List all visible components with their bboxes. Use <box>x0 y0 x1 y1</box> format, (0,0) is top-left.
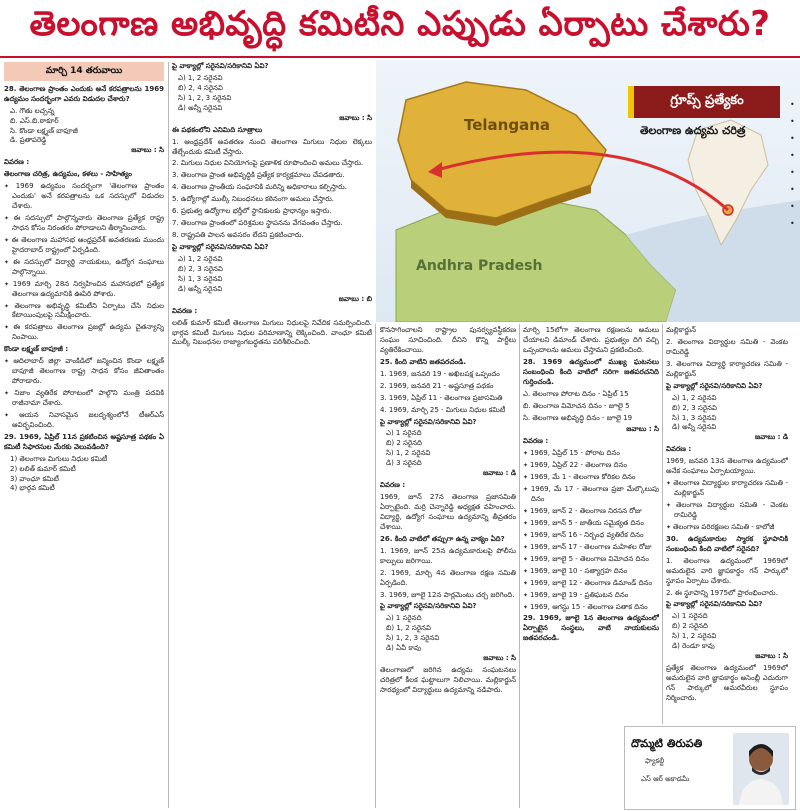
answer: జవాబు : సి <box>483 654 516 663</box>
item: బి. తెలంగాణ విమోచన దినం - జూలై 5 <box>523 401 630 410</box>
section-label: మార్చి 14 తరువాయి <box>4 62 164 81</box>
bullet: ✦ తెలంగాణ పరిరక్షణల సమితి - కాలోజీ <box>666 523 788 533</box>
question-28: 28. తెలంగాణ ప్రాంతం ఎందుకు అనే కరపత్రాలను 1969 ఉద్యమం సందర్భంగా ఎవరు విడుదల చేశారు? <box>4 84 164 103</box>
item: 3. 1969, ఏప్రిల్ 11 - తెలంగాణ ప్రజాసమితి <box>380 393 503 402</box>
timeline-item: ✦ 1969, మే 17 - తెలంగాణ ప్రజా మేల్కొలుపు దినం <box>523 485 659 505</box>
q28-option-a: ఎ. గౌతు లచ్చన్న <box>10 106 55 115</box>
option: ఎ) 1, 2 సరైనవి <box>178 254 223 263</box>
explanation: లలిత్ కుమార్ కమిటీ తెలంగాణ మిగులు నిధులపై నివేదిక సమర్పించింది. భార్గవ కమిటీ మిగులు నిధుల పరిమాణాన్ని లెక్కించింది. వాంఛూ కమిటీ ముల్కీ నిబంధనల రాజ్యాంగబద్ధతను పరిశీలించింది. <box>172 318 372 347</box>
question-25: 25. కింది వాటిని జతపరచండి. <box>380 357 466 366</box>
subheading-eight-points: ఈ పథకంలోని ఎనిమిది సూత్రాలు <box>172 125 263 134</box>
option: ఎ) 1, 2 సరైనవి <box>178 73 223 82</box>
question-head: పై వాక్యాల్లో సరైనవి/సరికానివి ఏవి? <box>666 600 763 609</box>
question-head: పై వాక్యాల్లో సరైనవి/సరికానివి ఏవి? <box>172 62 269 70</box>
column-3 <box>380 326 516 808</box>
q29-option: 1) తెలంగాణ మిగులు నిధుల కమిటీ <box>10 454 108 463</box>
column-divider <box>375 324 376 808</box>
answer: జవాబు : బి <box>338 294 372 303</box>
explanation-heading: వివరణ : <box>380 481 406 490</box>
question-head: పై వాక్యాల్లో సరైనవి/సరికానివి ఏవి? <box>380 417 477 426</box>
option: డి) 3 సరైనది <box>386 459 422 468</box>
question-28b: 28. 1969 ఉద్యమంలో ముఖ్య ఘటనలు సంబంధించి కింది వాటిలో సరిగా జతపరచనిది గుర్తించండి. <box>523 357 659 386</box>
text: మల్లికార్జున్ <box>666 326 697 334</box>
item: 1. 1969, జనవరి 19 - అఖిలపక్ష ఒప్పందం <box>380 369 500 378</box>
bullet: ✦ 1969 మార్చి 28న నిర్వహించిన మహాసభలో ప్రత్యేక తెలంగాణ ఉద్యమానికి ఊపిరి పోశారు. <box>4 280 164 300</box>
q28-option-d: డి. ప్రతాపరెడ్డి <box>10 136 47 145</box>
question-head: పై వాక్యాల్లో సరైనవి/సరికానివి ఏవి? <box>380 602 477 611</box>
timeline-item: ✦ 1969, జూలై 10 - సత్యాగ్రహ దినం <box>523 567 659 577</box>
column-5 <box>666 326 788 724</box>
option: బి) 2 సరైనది <box>672 622 708 631</box>
explanation: తెలంగాణలో జరిగిన ఉద్యమ సంఘటనలు చరిత్రలో కీలక ఘట్టాలుగా నిలిచాయి. మల్లికార్జున్ సారథ్యంలో విద్యార్థులు ఉద్యమాన్ని నడిపారు. <box>380 666 516 694</box>
answer: జవాబు : డి <box>755 433 788 442</box>
item: 1. తెలంగాణ ఉద్యమంలో 1969లో అమరులైన వారి జ్ఞాపకార్థం గన్ పార్కులో స్థూపం ఏర్పాటు చేశారు. <box>666 556 788 585</box>
bullet: ✦ 1969 ఉద్యమం సందర్భంగా 'తెలంగాణ ప్రాంతం ఎందుకు' అనే కరపత్రాలను ఒక సదస్సులో విడుదల చేశారు. <box>4 182 164 212</box>
item: 2. 1969, మార్చి 4న తెలంగాణ రక్షణ సమితి ఏర్పడింది. <box>380 568 516 587</box>
option: బి) 1, 2 సరైనవి <box>386 624 431 633</box>
item: 1. 1969, జూన్ 25న ఉద్యమకారులపై పోలీసు కాల్పులు జరిగాయి. <box>380 546 516 565</box>
timeline-item: ✦ 1969, జూలై 12 - తెలంగాణ డిమాండ్ దినం <box>523 579 659 589</box>
author-photo <box>733 733 789 805</box>
explanation-heading: వివరణ : <box>4 158 30 167</box>
option: సి) 1, 2 సరైనవి <box>386 449 431 458</box>
option: డి) ఏవీ కావు <box>386 644 422 653</box>
bullet: ✦ ఈ తెలంగాణ మహాసభ ఆంధ్రప్రదేశ్ అవతరణకు ముందు హైదరాబాద్ రాష్ట్రంలో ఏర్పడింది. <box>4 236 164 256</box>
item: 2. తెలంగాణ విద్యార్థుల సమితి - వెంకట రామిరెడ్డి <box>666 337 788 356</box>
author-title: ఎస్ ఆర్ అకాడమీ <box>641 775 690 783</box>
option: డి) అన్నీ సరైనవి <box>178 103 223 112</box>
explanation: 1969, జూన్ 27న తెలంగాణ ప్రజాసమితి ఏర్పాటైంది. మర్రి చెన్నారెడ్డి అధ్యక్షత వహించారు. విద్యార్థి, ఉద్యోగ సంఘాలు ఉద్యమాన్ని తీవ్రతరం చేశాయి. <box>380 493 516 531</box>
point: 4. తెలంగాణ ప్రాంతీయ సంఘానికి మరిన్ని అధికారాలు కల్పిస్తారు. <box>172 183 347 192</box>
bullet: ✦ ఈ సదస్సులో విద్యార్థి నాయకులు, ఉద్యోగ సంఘాలు పాల్గొన్నాయి. <box>4 258 164 278</box>
bullet: ✦ నిజాం వ్యతిరేక పోరాటంలో పాల్గొని మంత్రి పదవికి రాజీనామా చేశారు. <box>4 389 164 409</box>
option: ఎ) 1 సరైనది <box>386 614 422 623</box>
q28-option-b: బి. ఎస్.బి.ఠాకూర్ <box>10 116 59 125</box>
bullet: ✦ తెలంగాణ విద్యార్థుల సమితి - వెంకట రామిరెడ్డి <box>666 501 788 521</box>
timeline-item: ✦ 1969, జూన్ 5 - జాతీయ సమైక్యత దినం <box>523 519 659 529</box>
answer: జవాబు : సి <box>626 425 659 434</box>
bullet: ✦ తెలంగాణ అభివృద్ధి కమిటీని ఏర్పాటు చేసి నిధుల కేటాయింపులపై సమీక్షించారు. <box>4 302 164 322</box>
option: డి) అన్నీ సరైనవి <box>672 423 717 432</box>
option: సి) 1, 2 సరైనవి <box>672 632 717 641</box>
point: 7. తెలంగాణ ప్రాంతంలో పరిశ్రమల స్థాపనను వేగవంతం చేస్తారు. <box>172 219 343 228</box>
column-divider <box>168 62 169 808</box>
answer: జవాబు : సి <box>755 652 788 661</box>
author-box <box>624 726 796 810</box>
question-26: 26. కింది వాటిలో తప్పుగా ఉన్న వాక్యం ఏది? <box>380 534 505 543</box>
telangana-label: Telangana <box>464 116 551 134</box>
option: ఎ) 1, 2 సరైనవి <box>672 393 717 402</box>
author-role: ఫ్యాకల్టీ <box>645 757 665 765</box>
column-2 <box>172 62 372 808</box>
item: 3. తెలంగాణ విద్యార్థి కార్యాచరణ సమితి - మల్లికార్జున్ <box>666 359 788 378</box>
explanation-heading: వివరణ : <box>523 437 549 446</box>
author-name: దొమ్మటి తిరుపతి <box>631 737 703 750</box>
q29-option: 4) భార్గవ కమిటీ <box>10 484 55 493</box>
timeline-item: ✦ 1969, ఏప్రిల్ 15 - పోరాట దినం <box>523 449 659 459</box>
q28-answer: జవాబు : సి <box>131 146 164 155</box>
option: సి) 1, 3 సరైనవి <box>672 413 717 422</box>
subheading-kondal: కొండా లక్ష్మణ్ బాపూజీ : <box>4 345 69 354</box>
section-badge: గ్రూప్స్ ప్రత్యేకం <box>628 86 780 118</box>
question-head: పై వాక్యాల్లో సరైనవి/సరికానివి ఏవి? <box>172 243 269 251</box>
bullet: ✦ తెలంగాణ విద్యార్థుల కార్యాచరణ సమితి - మల్లికార్జున్ <box>666 479 788 499</box>
option: ఎ) 1 సరైనది <box>672 612 708 621</box>
q29-option: 2) లలిత్ కుమార్ కమిటీ <box>10 464 76 473</box>
timeline-item: ✦ 1969, జూన్ 2 - తెలంగాణ నిరసన రోజు <box>523 507 659 517</box>
column-divider <box>519 324 520 808</box>
option: డి) రెండూ కావు <box>672 642 715 651</box>
column-1 <box>4 62 164 808</box>
option: బి) 2 సరైనది <box>386 439 422 448</box>
option: సి) 1, 2, 3 సరైనవి <box>386 634 440 643</box>
bullet: ✦ ఈ సదస్సులో పాల్గొన్నవారు తెలంగాణ ప్రత్యేక రాష్ట్ర సాధన కోసం నిరంతరం పోరాడాలని తీర్మానించారు. <box>4 214 164 234</box>
timeline-item: ✦ 1969, జూన్ 17 - తెలంగాణ మహిళల రోజు <box>523 543 659 553</box>
point: 5. ఉద్యోగాల్లో ముల్కీ నిబంధనలు కఠినంగా అమలు చేస్తారు. <box>172 195 334 204</box>
question-29b: 29. 1969, జూలై 1న తెలంగాణ ఉద్యమంలో ఏర్పాటైన సంస్థలు, వాటి నాయకులను జతపరచండి. <box>523 614 659 643</box>
item: ఎ. తెలంగాణ పోరాట దినం - ఏప్రిల్ 15 <box>523 389 629 398</box>
point: 1. ఆంధ్రప్రదేశ్ అవతరణ నుంచి తెలంగాణ మిగులు నిధుల లెక్కలు తేల్చేందుకు కమిటీ వేస్తారు. <box>172 137 372 156</box>
timeline-item: ✦ 1969, జూన్ 16 - నిర్బంధ వ్యతిరేక దినం <box>523 531 659 541</box>
text: మార్చి 15లోగా తెలంగాణ రక్షణలను అమలు చేయాలని డిమాండ్ చేశారు. ప్రభుత్వం దిగి వచ్చి ఒప్పందాలను అమలు చేస్తామని ప్రకటించింది. <box>523 326 659 354</box>
option: బి) 2, 3 సరైనవి <box>672 403 717 412</box>
item: సి. తెలంగాణ అభివృద్ధి దినం - జూలై 19 <box>523 413 633 422</box>
explanation: ప్రత్యేక తెలంగాణ ఉద్యమంలో 1969లో అమరులైన వారి జ్ఞాపకార్థం అసెంబ్లీ ఎదురుగా గన్ పార్కులో అమరవీరుల స్థూపం నిర్మించారు. <box>666 664 788 702</box>
item: 2. 1969, జనవరి 21 - అష్టసూత్ర పథకం <box>380 381 494 390</box>
timeline-item: ✦ 1969, ఏప్రిల్ 22 - తెలంగాణ దినం <box>523 461 659 471</box>
column-divider <box>662 324 663 724</box>
option: బి) 2, 4 సరైనవి <box>178 83 223 92</box>
bullet: ✦ ఈ కరపత్రాలు తెలంగాణ ప్రజల్లో ఉద్యమ చైతన్యాన్ని నింపాయి. <box>4 323 164 343</box>
question-29: 29. 1969, ఏప్రిల్ 11న ప్రకటించిన అష్టసూత్ర పథకం ఏ కమిటీ సిఫారసుల మేరకు వెలువడింది? <box>4 432 164 451</box>
q28-option-c: సి. కొండా లక్ష్మణ్ బాపూజీ <box>10 126 78 135</box>
right-margin-bullets: • • • • • • • • <box>790 100 795 228</box>
question-head: పై వాక్యాల్లో సరైనవి/సరికానివి ఏవి? <box>666 381 763 390</box>
section-badge-subtitle: తెలంగాణ ఉద్యమ చరిత్ర <box>640 124 746 137</box>
explanation-heading: వివరణ : <box>172 306 198 315</box>
subheading-history: తెలంగాణ చరిత్ర, ఉద్యమం, కళలు - సాహిత్యం <box>4 170 132 179</box>
item: 4. 1969, మార్చి 25 - మిగులు నిధుల కమిటీ <box>380 405 506 414</box>
item: 2. ఈ స్థూపాన్ని 1975లో ప్రారంభించారు. <box>666 588 778 597</box>
andhra-label: Andhra Pradesh <box>416 258 543 274</box>
option: సి) 1, 3 సరైనవి <box>178 274 223 283</box>
timeline-item: ✦ 1969, మే 1 - తెలంగాణ కోరికల దినం <box>523 473 659 483</box>
bullet: ✦ ఆయన నివాసమైన జలదృశ్యంలోనే టీఆర్ఎస్ ఆవిర్భవించింది. <box>4 411 164 431</box>
author-avatar-icon <box>733 733 789 805</box>
timeline-item: ✦ 1969, జూలై 5 - తెలంగాణ విమోచన దినం <box>523 555 659 565</box>
question-30: 30. ఉద్యమకారుల స్మారక స్థూపానికి సంబంధించి కింది వాటిలో సరైనది? <box>666 534 788 553</box>
explanation: 1969, జనవరి 13న తెలంగాణ ఉద్యమంలో అనేక సంఘాలు ఏర్పాటయ్యాయి. <box>666 457 788 476</box>
item: 3. 1969, జూలై 12న పార్లమెంటు చర్చ జరిగింది. <box>380 590 515 599</box>
point: 2. మిగులు నిధుల వినియోగంపై ప్రణాళిక రూపొందించి అమలు చేస్తారు. <box>172 159 364 168</box>
q29-option: 3) వాంఛూ కమిటీ <box>10 474 59 483</box>
timeline-item: ✦ 1969, ఆగస్టు 15 - తెలంగాణ పతాక దినం <box>523 603 659 613</box>
text: కొనసాగించాలని రాష్ట్రాల పునర్వ్యవస్థీకరణ సంఘం సూచించింది. దీనిని కొన్ని పార్టీలు వ్యతిరేకించాయి. <box>380 326 516 354</box>
option: డి) అన్నీ సరైనవి <box>178 284 223 293</box>
answer: జవాబు : సి <box>339 113 372 122</box>
option: బి) 2, 3 సరైనవి <box>178 264 223 273</box>
explanation-heading: వివరణ : <box>666 445 692 454</box>
answer: జవాబు : డి <box>483 469 516 478</box>
option: ఎ) 1 సరైనది <box>386 429 422 438</box>
timeline-item: ✦ 1969, జూలై 19 - ప్రతిఘటన దినం <box>523 591 659 601</box>
option: సి) 1, 2, 3 సరైనవి <box>178 93 232 102</box>
point: 8. రాష్ట్రపతి పాలన అవసరం లేదని ప్రకటించారు. <box>172 231 304 240</box>
headline: తెలంగాణ అభివృద్ధి కమిటీని ఎప్పుడు ఏర్పాటు చేశారు? <box>0 0 800 58</box>
bullet: ✦ ఆదిలాబాద్ జిల్లా వాంకిడిలో జన్మించిన కొండా లక్ష్మణ్ బాపూజీ తెలంగాణ రాష్ట్ర సాధన కోసం జీవితాంతం పోరాడారు. <box>4 357 164 387</box>
point: 3. తెలంగాణ ప్రాంత అభివృద్ధికి ప్రత్యేక కార్యక్రమాలు చేపడతారు. <box>172 171 345 180</box>
point: 6. ప్రభుత్వ ఉద్యోగాల భర్తీలో స్థానికులకు ప్రాధాన్యం ఇస్తారు. <box>172 207 332 216</box>
